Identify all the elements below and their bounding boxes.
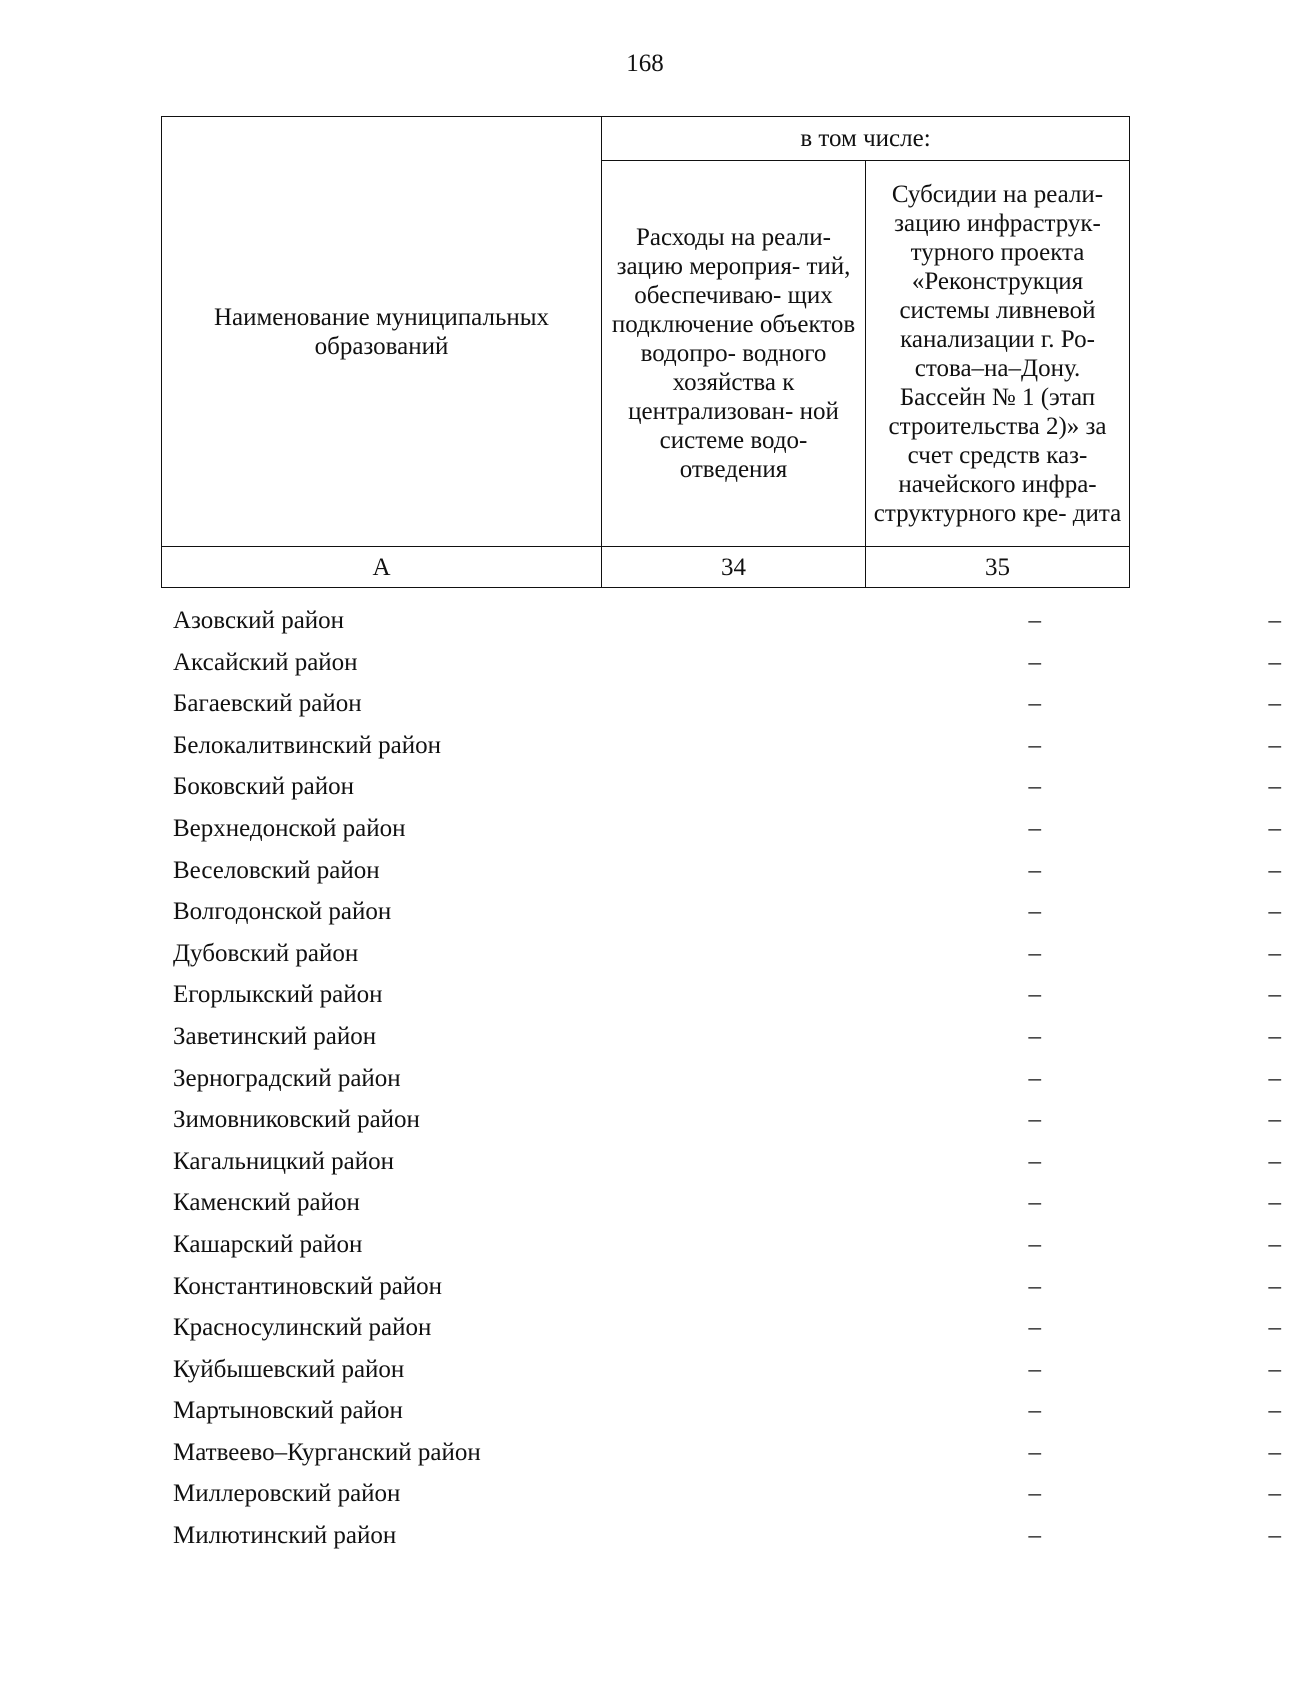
table-row	[161, 808, 1281, 850]
municipality-name: Дубовский район	[173, 939, 359, 967]
table-row	[161, 683, 1281, 725]
table-row	[161, 891, 1281, 933]
value-col-34: –	[1028, 1022, 1041, 1050]
municipality-name: Константиновский район	[173, 1272, 443, 1300]
municipality-name: Белокалитвинский район	[173, 731, 441, 759]
municipality-name: Зерноградский район	[173, 1064, 401, 1092]
value-col-34: –	[1028, 1230, 1041, 1258]
value-col-35: –	[1268, 1189, 1281, 1217]
table-row	[161, 1099, 1281, 1141]
municipality-name: Аксайский район	[173, 648, 358, 676]
value-col-35: –	[1268, 1230, 1281, 1258]
value-col-34: –	[1028, 1189, 1041, 1217]
table-row	[161, 1266, 1281, 1308]
value-col-35: –	[1268, 1022, 1281, 1050]
value-col-35: –	[1268, 1314, 1281, 1342]
table-row	[161, 600, 1281, 642]
value-col-35: –	[1268, 1355, 1281, 1383]
value-col-34: –	[1028, 690, 1041, 718]
municipality-name: Миллеровский район	[173, 1480, 401, 1508]
table-row	[161, 1141, 1281, 1183]
column-code-34: 34	[602, 547, 866, 588]
municipality-name: Кашарский район	[173, 1230, 363, 1258]
municipality-name: Заветинский район	[173, 1022, 377, 1050]
value-col-35: –	[1268, 648, 1281, 676]
table-row	[161, 1390, 1281, 1432]
value-col-34: –	[1028, 981, 1041, 1009]
value-col-35: –	[1268, 690, 1281, 718]
value-col-34: –	[1028, 1438, 1041, 1466]
table-row	[161, 766, 1281, 808]
table-row	[161, 1058, 1281, 1100]
municipality-name: Каменский район	[173, 1189, 360, 1217]
value-col-34: –	[1028, 1355, 1041, 1383]
value-col-35: –	[1268, 1438, 1281, 1466]
table-row	[161, 1349, 1281, 1391]
name-column-header: Наименование муниципальных образований	[162, 117, 602, 547]
table-row	[161, 1224, 1281, 1266]
table-row	[161, 1307, 1281, 1349]
value-col-34: –	[1028, 1522, 1041, 1550]
column-35-header: Субсидии на реали- зацию инфраструк- турного проекта «Реконструкция системы ливневой канализации г. Ро- стова–на–Дону. Бассейн № 1 (этап строительства 2)» за счет средств каз- начейского инфра- структурного кре- дита	[866, 161, 1130, 547]
value-col-34: –	[1028, 856, 1041, 884]
value-col-35: –	[1268, 898, 1281, 926]
value-col-35: –	[1268, 856, 1281, 884]
value-col-35: –	[1268, 939, 1281, 967]
table-row	[161, 933, 1281, 975]
group-header: в том числе:	[602, 117, 1130, 161]
table-row	[161, 850, 1281, 892]
municipality-name: Азовский район	[173, 607, 345, 634]
value-col-35: –	[1268, 1272, 1281, 1300]
value-col-34: –	[1028, 648, 1041, 676]
municipality-name: Мартыновский район	[173, 1397, 403, 1425]
value-col-34: –	[1028, 607, 1041, 634]
value-col-35: –	[1268, 1397, 1281, 1425]
value-col-35: –	[1268, 607, 1281, 634]
table-row	[161, 1432, 1281, 1474]
municipality-name: Милютинский район	[173, 1522, 397, 1550]
municipality-name: Багаевский район	[173, 690, 362, 718]
municipality-name: Красносулинский район	[173, 1314, 432, 1342]
value-col-34: –	[1028, 1480, 1041, 1508]
value-col-34: –	[1028, 1272, 1041, 1300]
value-col-35: –	[1268, 731, 1281, 759]
municipality-name: Кагальницкий район	[173, 1147, 395, 1175]
value-col-34: –	[1028, 1397, 1041, 1425]
value-col-34: –	[1028, 1064, 1041, 1092]
table-row	[161, 1182, 1281, 1224]
table-row	[161, 1473, 1281, 1515]
value-col-34: –	[1028, 898, 1041, 926]
municipality-name: Волгодонской район	[173, 898, 392, 926]
value-col-35: –	[1268, 814, 1281, 842]
table-row	[161, 1016, 1281, 1058]
value-col-35: –	[1268, 1480, 1281, 1508]
value-col-34: –	[1028, 1147, 1041, 1175]
municipality-name: Матвеево–Курганский район	[173, 1438, 481, 1466]
value-col-35: –	[1268, 1064, 1281, 1092]
value-col-34: –	[1028, 773, 1041, 801]
value-col-34: –	[1028, 1106, 1041, 1134]
municipality-name: Зимовниковский район	[173, 1106, 420, 1134]
table-row	[161, 1515, 1281, 1557]
value-col-35: –	[1268, 1522, 1281, 1550]
column-34-header: Расходы на реали- зацию мероприя- тий, обеспечиваю- щих подключение объектов водопро- водного хозяйства к централизован- ной системе водо- отведения	[602, 161, 866, 547]
municipality-name: Куйбышевский район	[173, 1355, 405, 1383]
page-number: 168	[626, 50, 664, 77]
table-row	[161, 642, 1281, 684]
column-code-name: А	[162, 547, 602, 588]
municipality-name: Веселовский район	[173, 856, 380, 884]
value-col-34: –	[1028, 814, 1041, 842]
table-body	[161, 600, 1281, 1557]
municipality-name: Егорлыкский район	[173, 981, 383, 1009]
municipality-name: Верхнедонской район	[173, 814, 406, 842]
table-row	[161, 725, 1281, 767]
table-header	[161, 116, 1130, 588]
value-col-34: –	[1028, 1314, 1041, 1342]
table-row	[161, 974, 1281, 1016]
municipality-name: Боковский район	[173, 773, 354, 801]
value-col-35: –	[1268, 1147, 1281, 1175]
value-col-34: –	[1028, 939, 1041, 967]
column-code-35: 35	[866, 547, 1130, 588]
value-col-35: –	[1268, 1106, 1281, 1134]
value-col-35: –	[1268, 773, 1281, 801]
value-col-34: –	[1028, 731, 1041, 759]
value-col-35: –	[1268, 981, 1281, 1009]
